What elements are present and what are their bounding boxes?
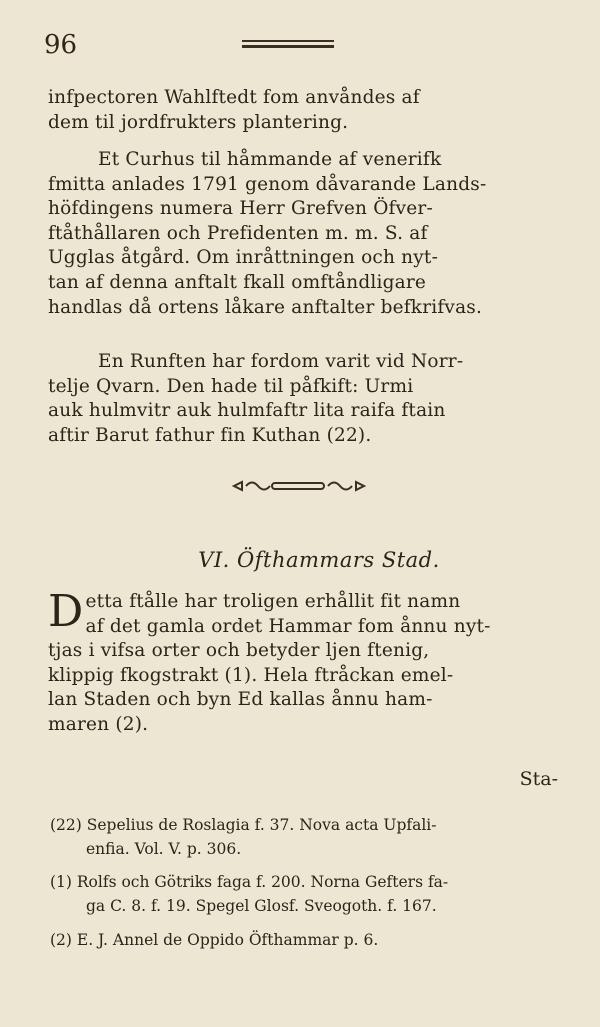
footnote-line: ga C. 8. f. 19. Spegel Glosf. Sveogoth. f. 167. — [86, 897, 437, 915]
footnote-line: (1) Rolfs och Götriks faga f. 200. Norna Gefters fa- — [50, 873, 449, 891]
text-line: dem til jordfrukters plantering. — [48, 111, 349, 133]
text-line: höfdingens numera Herr Grefven Öfver- — [48, 198, 433, 220]
footnote-22 — [50, 813, 555, 861]
text-line: handlas då ortens låkare anftalter befkrifvas. — [48, 296, 483, 318]
flourish-ornament — [232, 478, 372, 494]
text-line: fmitta anlades 1791 genom dåvarande Lands- — [48, 173, 487, 195]
header-ornament — [242, 40, 334, 50]
page-number: 96 — [44, 30, 78, 60]
text-line: af det gamla ordet Hammar fom ånnu nyt- — [85, 615, 491, 637]
text-line: Ugglas åtgård. Om inråttningen och nyt- — [48, 247, 439, 269]
paragraph-runsten — [48, 350, 558, 448]
footnote-1 — [50, 870, 555, 918]
text-line: Et Curhus til håmmande af venerifk — [98, 149, 442, 170]
paragraph-curhus — [48, 148, 558, 320]
text-line: auk hulmvitr auk hulmfaftr lita raifa ftain — [48, 400, 446, 422]
paragraph-inspector — [48, 86, 558, 135]
text-line: tjas i vifsa orter och betyder ljen ftenig, — [48, 640, 430, 662]
text-line: telje Qvarn. Den hade til påfkift: Urmi — [48, 375, 414, 397]
paragraph-osthammar — [48, 586, 558, 738]
header-rule-thin — [242, 40, 334, 42]
text-line: infpectoren Wahlftedt fom anvåndes af — [48, 87, 420, 108]
text-line: tan af denna anftalt fkall omftåndligare — [48, 271, 427, 293]
footnote-2 — [50, 928, 555, 952]
text-line: aftir Barut fathur fin Kuthan (22). — [48, 424, 372, 446]
text-line: En Runften har fordom varit vid Norr- — [98, 351, 464, 372]
section-heading-text: VI. Öfthammars Stad. — [198, 548, 440, 572]
text-line: etta ftålle har troligen erhållit fit namn — [85, 591, 461, 612]
footnote-line: enfia. Vol. V. p. 306. — [86, 840, 242, 858]
catchword: Sta- — [519, 768, 558, 790]
drop-cap: D — [48, 586, 84, 637]
text-line: maren (2). — [48, 713, 149, 735]
section-heading — [0, 548, 600, 572]
text-line: klippig fkogstrakt (1). Hela ftråckan emel- — [48, 664, 454, 686]
text-line: lan Staden och byn Ed kallas ånnu ham- — [48, 689, 433, 711]
text-line: ftåthållaren och Prefidenten m. m. S. af — [48, 222, 428, 244]
footnote-line: (22) Sepelius de Roslagia f. 37. Nova acta Upfali- — [50, 816, 437, 834]
header-rule-thick — [242, 45, 334, 48]
footnote-line: (2) E. J. Annel de Oppido Öfthammar p. 6. — [50, 931, 379, 949]
